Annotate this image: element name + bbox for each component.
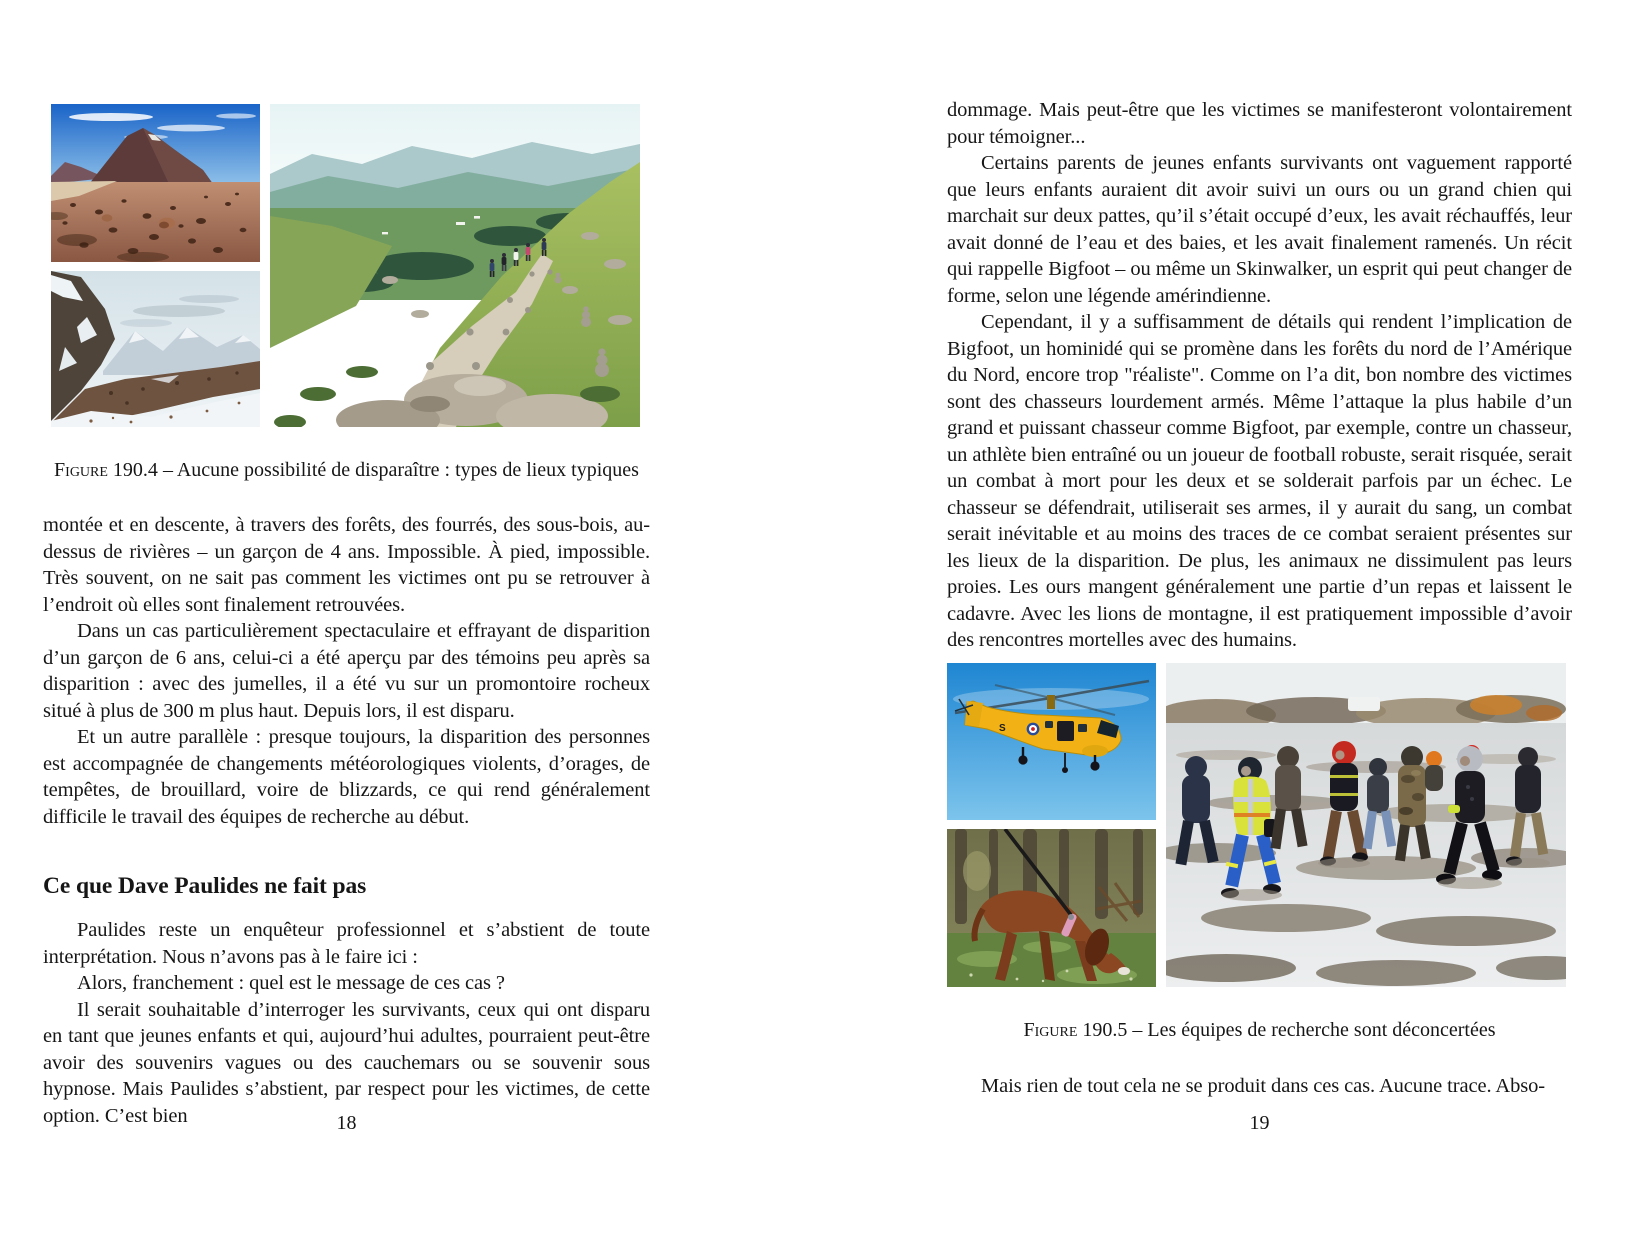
distant-building <box>1348 697 1380 711</box>
figure-label: Figure 190.4 <box>54 459 158 481</box>
paragraph: Alors, franchement : quel est le message de ces cas ? <box>77 972 505 994</box>
open-side-door <box>1057 721 1074 741</box>
yellow-gloves <box>1448 805 1460 813</box>
paragraph: Et un autre parallèle : presque toujours, la disparition des personnes est accompagnée de changements météorologiques violents, d’orages, de tempêtes, de brouillard, voire de blizzards, ce qui rend généralement difficile le travail des équipes de recherche au début. <box>43 726 650 828</box>
roundel <box>1027 722 1040 735</box>
figure-190-4 <box>51 104 640 427</box>
figure-label: Figure 190.5 <box>1023 1018 1128 1041</box>
paragraph-continuation: dommage. Mais peut-être que les victimes se manifesteront volontairement pour témoigner... <box>947 99 1572 148</box>
page-number-right: 19 <box>1249 1112 1270 1134</box>
snout-tip <box>1118 967 1130 975</box>
leash-clasp <box>1068 914 1074 920</box>
paragraph: Certains parents de jeunes enfants survivants ont vaguement rapporté que leurs enfants auraient dit avoir suivi un ours ou un grand chien qui marchait sur deux pattes, qu’il s’était occupé d’eux, les avait réchauffés, leur avait donné de l’eau et des baies, et les avait finalement ramenés. Un récit qui rappelle Bigfoot – ou même un Skinwalker, un esprit qui peut changer de forme, selon une légende amérindienne. <box>947 152 1572 307</box>
figure-caption-190-4 <box>43 458 650 482</box>
section-heading: Ce que Dave Paulides ne fait pas <box>43 873 367 899</box>
figure-caption-text: – Les équipes de recherche sont déconcertées <box>1127 1018 1496 1041</box>
mountain-trail-hikers-photo <box>270 104 640 427</box>
fuselage-letter-s: S <box>999 722 1006 734</box>
search-team-field-photo <box>1166 663 1566 987</box>
figure-caption-190-5 <box>947 1018 1572 1042</box>
search-dog-photo <box>947 829 1156 987</box>
paragraph: Paulides reste un enquêteur professionnel et s’abstient de toute interprétation. Nous n’avons pas à le faire ici : <box>43 919 650 968</box>
light-gap <box>963 851 991 891</box>
page-18 <box>43 0 650 1233</box>
figure-190-5 <box>947 663 1566 987</box>
page-number-left: 18 <box>336 1112 357 1134</box>
paragraph: Il serait souhaitable d’interroger les survivants, ceux qui ont disparu en tant que jeunes enfants et qui, aujourd’hui adultes, pourraient peut-être avoir des souvenirs vagues ou des cauchemars ou se souvenir sous hypnose. Mais Paulides s’abstient, par respect pour les victimes, de cette option. C’est bien <box>43 998 650 1127</box>
page-19 <box>947 0 1572 1233</box>
desert-volcano-photo <box>51 104 260 262</box>
paragraph: Mais rien de tout cela ne se produit dans ces cas. Aucune trace. Abso- <box>981 1074 1545 1097</box>
snowy-mountain-valley-photo <box>51 271 260 427</box>
figure-caption-text: – Aucune possibilité de disparaître : types de lieux typiques <box>157 459 639 481</box>
paragraph-continuation: montée et en descente, à travers des forêts, des fourrés, des sous-bois, au-dessus de rivières – un garçon de 4 ans. Impossible. À pied, impossible. Très souvent, on ne sait pas comment les victimes ont pu se retrouver à l’endroit où elles sont finalement retrouvées. <box>43 514 650 616</box>
paragraph: Cependant, il y a suffisamment de détails qui rendent l’implication de Bigfoot, un hominidé qui se promène dans les forêts du nord de l’Amérique du Nord, encore trop "réaliste". Comme on l’a dit, bon nombre des victimes sont des chasseurs lourdement armés. Même l’attaque la plus habile d’un grand et puissant chasseur comme Bigfoot, par exemple, contre un chasseur, un athlète bien entraîné ou un joueur de football robuste, serait risquée, serait un combat à mort pour les deux et se solderait parfois par un échec. Le chasseur se défendrait, utiliserait ses armes, il y aurait du sang, un combat serait inévitable et au moins des traces de ce combat seraient présentes sur les lieux de la disparition. De plus, les animaux ne dissimulent pas leurs proies. Les ours mangent généralement une partie d’un repas et laissent le cadavre. Avec les lions de montagne, il est pratiquement impossible d’avoir des rencontres mortelles avec des humains. <box>947 311 1572 651</box>
paragraph: Dans un cas particulièrement spectaculaire et effrayant de disparition d’un garçon de 6 ans, celui-ci a été aperçu par des témoins peu après sa disparition : avec des jumelles, il a été vu sur un promontoire rocheux situé à plus de 300 m plus haut. Depuis lors, il est disparu. <box>43 620 650 722</box>
searcher-orange-beanie <box>1425 751 1443 791</box>
rescue-helicopter-photo <box>947 663 1156 820</box>
